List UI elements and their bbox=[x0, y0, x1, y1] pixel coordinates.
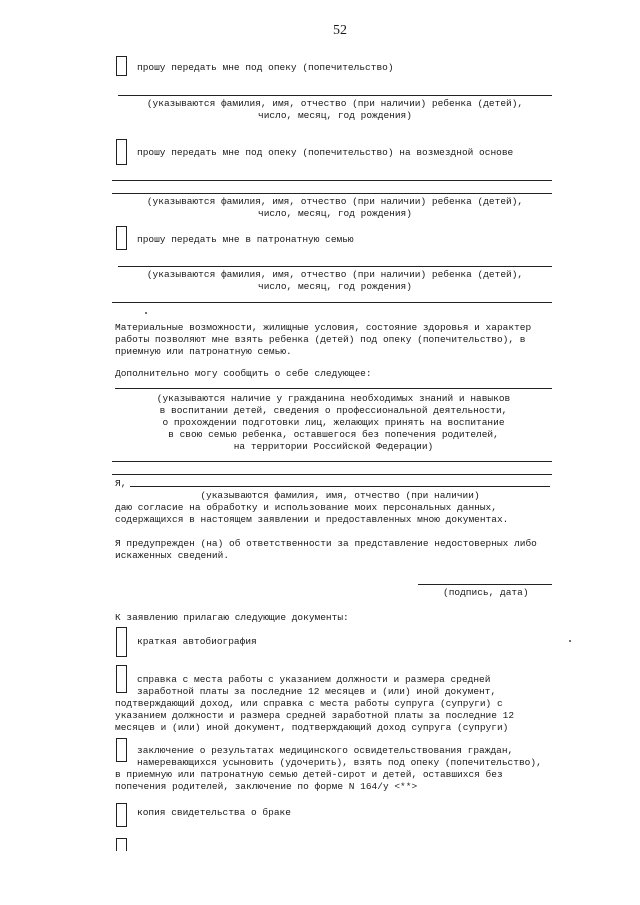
child-caption-1-line-a: (указываются фамилия, имя, отчество (при наличии) ребенка (детей), bbox=[146, 98, 524, 109]
work-certificate-line-3: подтверждающий доход, или справка с места работы супруга (супруги) с bbox=[115, 698, 503, 709]
page-number: 52 bbox=[333, 23, 347, 38]
next-checkbox-partial[interactable] bbox=[116, 838, 127, 851]
additional-info-intro: Дополнительно могу сообщить о себе следующее: bbox=[115, 368, 372, 379]
paid-guardianship-request-text: прошу передать мне под опеку (попечительство) на возмездной основе bbox=[137, 147, 514, 158]
signature-caption: (подпись, дата) bbox=[443, 587, 529, 598]
medical-report-line-1: заключение о результатах медицинского освидетельствования граждан, bbox=[137, 745, 514, 756]
autobiography-checkbox[interactable] bbox=[116, 627, 127, 657]
additional-info-caption-2: в воспитании детей, сведения о профессиональной деятельности, bbox=[159, 405, 508, 416]
material-conditions-line-1: Материальные возможности, жилищные условия, состояние здоровья и характер bbox=[115, 322, 532, 333]
medical-report-line-3: в приемную или патронатную семью детей-сирот и детей, оставшихся без bbox=[115, 769, 503, 780]
material-conditions-line-3: приемную или патронатную семью. bbox=[115, 346, 292, 357]
child-name-line-1 bbox=[118, 95, 552, 96]
additional-info-line-top bbox=[115, 388, 552, 389]
name-caption: (указываются фамилия, имя, отчество (при наличии) bbox=[200, 490, 480, 501]
child-caption-3-line-b: число, месяц, год рождения) bbox=[258, 281, 412, 292]
applicant-name-line bbox=[130, 486, 550, 487]
work-certificate-line-2: заработной платы за последние 12 месяцев и (или) иной документ, bbox=[137, 686, 497, 697]
child-caption-3-line-a: (указываются фамилия, имя, отчество (при наличии) ребенка (детей), bbox=[146, 269, 524, 280]
medical-report-checkbox[interactable] bbox=[116, 738, 127, 762]
child-name-line-2b bbox=[112, 193, 552, 194]
child-caption-2-line-a: (указываются фамилия, имя, отчество (при наличии) ребенка (детей), bbox=[146, 196, 524, 207]
additional-info-line-1 bbox=[112, 461, 552, 462]
marriage-certificate-checkbox[interactable] bbox=[116, 803, 127, 827]
additional-info-line-2 bbox=[112, 474, 552, 475]
child-caption-1-line-b: число, месяц, год рождения) bbox=[258, 110, 412, 121]
consent-line-2: содержащихся в настоящем заявлении и предоставленных мною документах. bbox=[115, 514, 509, 525]
foster-family-checkbox[interactable] bbox=[116, 226, 127, 250]
additional-info-caption-5: на территории Российской Федерации) bbox=[233, 441, 434, 452]
i-label: Я, bbox=[115, 478, 127, 489]
consent-line-1: даю согласие на обработку и использование моих персональных данных, bbox=[115, 502, 497, 513]
warning-line-2: искаженных сведений. bbox=[115, 550, 230, 561]
work-certificate-line-1: справка с места работы с указанием должности и размера средней bbox=[137, 674, 491, 685]
work-certificate-line-4: указанием должности и размера средней заработной платы за последние 12 bbox=[115, 710, 515, 721]
child-name-line-2a bbox=[112, 180, 552, 181]
attachments-intro: К заявлению прилагаю следующие документы: bbox=[115, 612, 349, 623]
warning-line-1: Я предупрежден (на) об ответственности за представление недостоверных либо bbox=[115, 538, 537, 549]
signature-line bbox=[418, 584, 552, 585]
additional-info-caption-1: (указываются наличие у гражданина необходимых знаний и навыков bbox=[156, 393, 511, 404]
work-certificate-checkbox[interactable] bbox=[116, 665, 127, 693]
medical-report-line-4: попечения родителей, заключение по форме N 164/у <**> bbox=[115, 781, 418, 792]
work-certificate-line-5: месяцев и (или) иной документ, подтверждающий доход супруга (супруги) bbox=[115, 722, 509, 733]
material-conditions-line-2: работы позволяют мне взять ребенка (детей) под опеку (попечительство), в bbox=[115, 334, 526, 345]
autobiography-text: краткая автобиография bbox=[137, 636, 257, 647]
scan-speck bbox=[145, 312, 147, 314]
margin-mark bbox=[569, 640, 571, 642]
additional-info-caption-3: о прохождении подготовки лиц, желающих принять на воспитание bbox=[162, 417, 505, 428]
foster-family-request-text: прошу передать мне в патронатную семью bbox=[137, 234, 354, 245]
marriage-certificate-text: копия свидетельства о браке bbox=[137, 807, 291, 818]
extra-line-3 bbox=[112, 302, 552, 303]
child-name-line-3 bbox=[118, 266, 552, 267]
paid-guardianship-checkbox[interactable] bbox=[116, 139, 127, 165]
medical-report-line-2: намеревающихся усыновить (удочерить), взять под опеку (попечительство), bbox=[137, 757, 542, 768]
additional-info-caption-4: в свою семью ребенка, оставшегося без попечения родителей, bbox=[168, 429, 499, 440]
child-caption-2-line-b: число, месяц, год рождения) bbox=[258, 208, 412, 219]
guardianship-checkbox[interactable] bbox=[116, 56, 127, 76]
guardianship-request-text: прошу передать мне под опеку (попечительство) bbox=[137, 62, 394, 73]
